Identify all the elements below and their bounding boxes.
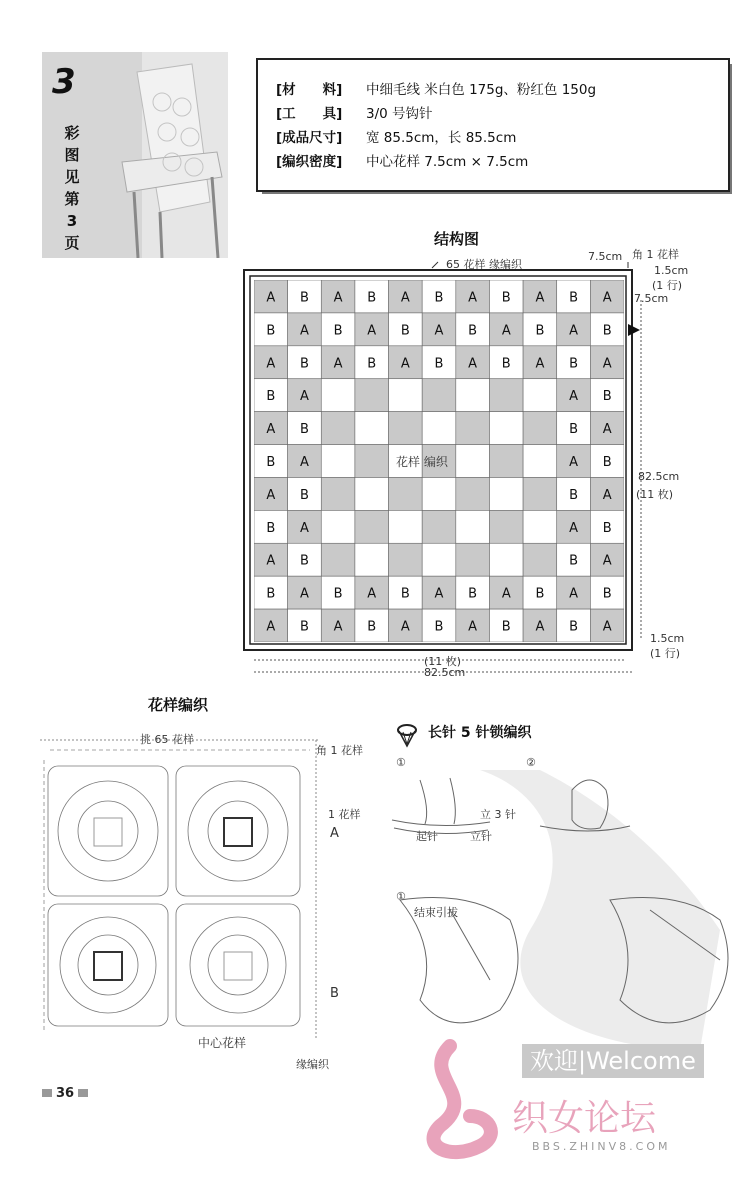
grid-cell-letter: B xyxy=(602,586,612,602)
step-1: ① xyxy=(396,756,406,769)
grid-cell xyxy=(355,510,389,543)
grid-cell-letter: B xyxy=(299,619,309,635)
technique-title: 长针 5 针锁编织 xyxy=(428,725,532,741)
grid-cell xyxy=(355,379,389,412)
grid-cell-letter: B xyxy=(569,356,579,372)
grid-cell xyxy=(456,510,490,543)
grid-cell-letter: A xyxy=(602,553,612,569)
grid-cell xyxy=(321,510,355,543)
forum-name: 织女论坛 xyxy=(512,1098,657,1139)
grid-cell-letter: A xyxy=(434,586,444,602)
grid-cell-letter: A xyxy=(333,619,343,635)
grid-cell-letter: A xyxy=(400,619,410,635)
grid-cell-letter: B xyxy=(468,323,478,339)
material-key: [材 料] xyxy=(276,82,343,98)
grid-cell xyxy=(489,412,523,445)
grid-cell xyxy=(321,543,355,576)
structure-edge-rows-bottom: (1 行) xyxy=(650,647,681,660)
grid-cell-letter: B xyxy=(468,586,478,602)
structure-edge-rows-top: (1 行) xyxy=(652,279,683,292)
grid-cell xyxy=(523,543,557,576)
grid-cell xyxy=(489,543,523,576)
side-char: 第 xyxy=(64,190,80,208)
grid-cell xyxy=(456,445,490,478)
tool-key: [工 具] xyxy=(276,106,343,122)
pattern-corner-label: 角 1 花样 xyxy=(316,744,363,757)
grid-cell-letter: B xyxy=(299,356,309,372)
grid-cell xyxy=(422,510,456,543)
grid-cell-letter: B xyxy=(367,290,377,306)
structure-corner-label: 角 1 花样 xyxy=(632,248,679,261)
grid-cell-letter: B xyxy=(501,619,511,635)
grid-cell-letter: A xyxy=(333,356,343,372)
grid-cell xyxy=(355,445,389,478)
grid-cell-letter: A xyxy=(468,356,478,372)
grid-cell xyxy=(355,543,389,576)
technique-symbol-icon xyxy=(396,722,418,748)
grid-cell xyxy=(389,379,423,412)
side-char: 3 xyxy=(66,212,78,230)
grid-cell xyxy=(321,379,355,412)
grid-cell-letter: A xyxy=(468,619,478,635)
grid-cell-letter: A xyxy=(535,290,545,306)
grid-cell xyxy=(355,477,389,510)
grid-cell-letter: A xyxy=(333,290,343,306)
grid-cell xyxy=(389,510,423,543)
grid-cell xyxy=(523,379,557,412)
grid-cell-letter: B xyxy=(266,389,276,405)
grid-cell-letter: B xyxy=(400,323,410,339)
grid-cell-letter: B xyxy=(367,356,377,372)
grid-cell-letter: B xyxy=(535,323,545,339)
structure-bottom-total: 82.5cm xyxy=(424,666,466,679)
grid-cell-letter: A xyxy=(535,356,545,372)
grid-cell-letter: A xyxy=(300,586,309,602)
structure-bottom-count: (11 枚) xyxy=(424,655,462,668)
grid-cell xyxy=(422,477,456,510)
size-value: 宽 85.5cm，长 85.5cm xyxy=(366,130,517,146)
forum-url: BBS.ZHINV8.COM xyxy=(532,1140,671,1153)
grid-cell xyxy=(489,477,523,510)
grid-cell-letter: B xyxy=(569,422,579,438)
side-char: 页 xyxy=(64,234,80,252)
grid-cell-letter: A xyxy=(602,619,612,635)
material-value: 中细毛线 米白色 175g、粉红色 150g xyxy=(366,82,597,98)
grid-cell-letter: B xyxy=(400,586,410,602)
structure-edge-size-top: 1.5cm xyxy=(654,264,689,277)
grid-cell xyxy=(489,445,523,478)
gauge-key: [编织密度] xyxy=(276,154,343,170)
grid-cell-letter: B xyxy=(367,619,377,635)
grid-cell xyxy=(389,477,423,510)
structure-top-label: 65 花样 缘编织 xyxy=(446,258,522,271)
grid-cell-letter: A xyxy=(266,356,276,372)
grid-cell-letter: B xyxy=(602,455,612,470)
size-key: [成品尺寸] xyxy=(276,130,343,146)
grid-cell-letter: A xyxy=(569,586,578,602)
grid-cell-letter: A xyxy=(602,356,612,372)
grid-cell-letter: A xyxy=(266,487,276,503)
grid-cell-letter: B xyxy=(602,323,612,339)
grid-cell-letter: B xyxy=(535,586,545,602)
structure-center-label: 花样 编织 xyxy=(396,455,448,469)
grid-cell xyxy=(389,543,423,576)
grid-cell-letter: B xyxy=(602,389,612,405)
grid-cell-letter: B xyxy=(333,586,343,602)
grid-cell-letter: A xyxy=(434,323,444,339)
grid-cell xyxy=(355,412,389,445)
grid-cell-letter: A xyxy=(400,356,410,372)
grid-cell xyxy=(321,445,355,478)
structure-size-top: 7.5cm xyxy=(588,250,623,263)
pattern-one-motif: 1 花样 xyxy=(328,808,361,821)
grid-cell-letter: B xyxy=(434,356,444,372)
grid-cell-letter: B xyxy=(266,520,276,536)
grid-cell xyxy=(422,543,456,576)
grid-cell-letter: B xyxy=(501,356,511,372)
grid-cell-letter: A xyxy=(569,455,578,470)
grid-cell-letter: B xyxy=(299,290,309,306)
page-marker-icon xyxy=(78,1089,88,1097)
welcome-banner: 欢迎|Welcome xyxy=(522,1044,704,1078)
grid-cell xyxy=(523,445,557,478)
grid-cell-letter: B xyxy=(266,586,276,602)
forum-logo-icon xyxy=(410,1036,520,1166)
grid-cell-letter: A xyxy=(266,422,276,438)
step-3: ① xyxy=(396,890,406,903)
grid-cell xyxy=(422,379,456,412)
grid-cell-letter: A xyxy=(266,290,276,306)
grid-cell-letter: B xyxy=(299,487,309,503)
grid-cell-letter: A xyxy=(569,323,578,339)
grid-cell-letter: A xyxy=(569,389,578,405)
tool-value: 3/0 号钩针 xyxy=(366,106,433,122)
li3zhen-label: 立 3 针 xyxy=(480,808,516,821)
grid-cell-letter: B xyxy=(569,487,579,503)
page-number-text: 36 xyxy=(56,1086,75,1101)
structure-right-total: 82.5cm xyxy=(638,470,680,483)
pattern-edge-label: 缘编织 xyxy=(296,1058,329,1071)
step-2: ② xyxy=(526,756,536,769)
grid-cell xyxy=(456,477,490,510)
grid-cell-letter: B xyxy=(434,290,444,306)
grid-cell xyxy=(456,412,490,445)
pattern-top-label: 挑 65 花样 xyxy=(140,733,194,746)
grid-cell xyxy=(489,379,523,412)
pattern-chart xyxy=(30,730,330,1050)
grid-cell-letter: A xyxy=(501,323,511,339)
grid-cell-letter: A xyxy=(367,323,377,339)
grid-cell xyxy=(321,412,355,445)
grid-cell-letter: A xyxy=(468,290,478,306)
grid-cell-letter: B xyxy=(569,553,579,569)
pattern-label-a: A xyxy=(330,826,339,841)
grid-cell-letter: B xyxy=(333,323,343,339)
grid-cell-letter: A xyxy=(501,586,511,602)
grid-cell-letter: B xyxy=(602,520,612,536)
structure-size-right: 7.5cm xyxy=(634,292,669,305)
lizhen-label: 立针 xyxy=(470,830,492,843)
grid-cell xyxy=(422,412,456,445)
grid-cell xyxy=(489,510,523,543)
gauge-value: 中心花样 7.5cm × 7.5cm xyxy=(366,154,529,170)
structure-right-count: (11 枚) xyxy=(636,488,674,501)
pattern-center-label: 中心花样 xyxy=(198,1036,247,1050)
page-marker-icon xyxy=(42,1089,52,1097)
pattern-number: 3 xyxy=(52,62,76,102)
grid-cell-letter: A xyxy=(300,389,309,405)
grid-cell xyxy=(523,412,557,445)
grid-cell-letter: A xyxy=(300,520,309,536)
grid-cell-letter: A xyxy=(400,290,410,306)
grid-cell-letter: B xyxy=(434,619,444,635)
grid-cell-letter: A xyxy=(266,553,276,569)
grid-cell-letter: A xyxy=(300,455,309,470)
grid-cell xyxy=(321,477,355,510)
grid-cell-letter: A xyxy=(602,422,612,438)
grid-cell xyxy=(456,379,490,412)
grid-cell xyxy=(523,510,557,543)
pattern-title: 花样编织 xyxy=(148,696,209,714)
pattern-label-b: B xyxy=(330,986,339,1001)
grid-cell-letter: A xyxy=(367,586,377,602)
grid-cell-letter: A xyxy=(602,487,612,503)
grid-cell-letter: B xyxy=(266,455,276,470)
technique-illustrations xyxy=(380,750,750,1070)
grid-cell-letter: A xyxy=(300,323,309,339)
grid-cell-letter: A xyxy=(266,619,276,635)
side-char: 彩 xyxy=(64,124,80,142)
grid-cell-letter: B xyxy=(266,323,276,339)
grid-cell-letter: A xyxy=(569,520,578,536)
grid-cell-letter: A xyxy=(602,290,612,306)
structure-edge-size-bottom: 1.5cm xyxy=(650,632,685,645)
side-char: 见 xyxy=(64,168,80,186)
grid-cell-letter: B xyxy=(299,553,309,569)
page-number xyxy=(42,1086,88,1101)
grid-cell-letter: B xyxy=(299,422,309,438)
end-label: 结束引拔 xyxy=(414,906,458,919)
qizhen-label: 起针 xyxy=(416,830,438,843)
grid-cell xyxy=(523,477,557,510)
grid-cell-letter: B xyxy=(569,619,579,635)
side-char: 图 xyxy=(64,146,80,164)
grid-cell-letter: A xyxy=(535,619,545,635)
grid-cell-letter: B xyxy=(569,290,579,306)
grid-cell xyxy=(389,412,423,445)
structure-title: 结构图 xyxy=(434,230,480,248)
grid-cell-letter: B xyxy=(501,290,511,306)
grid-cell xyxy=(456,543,490,576)
